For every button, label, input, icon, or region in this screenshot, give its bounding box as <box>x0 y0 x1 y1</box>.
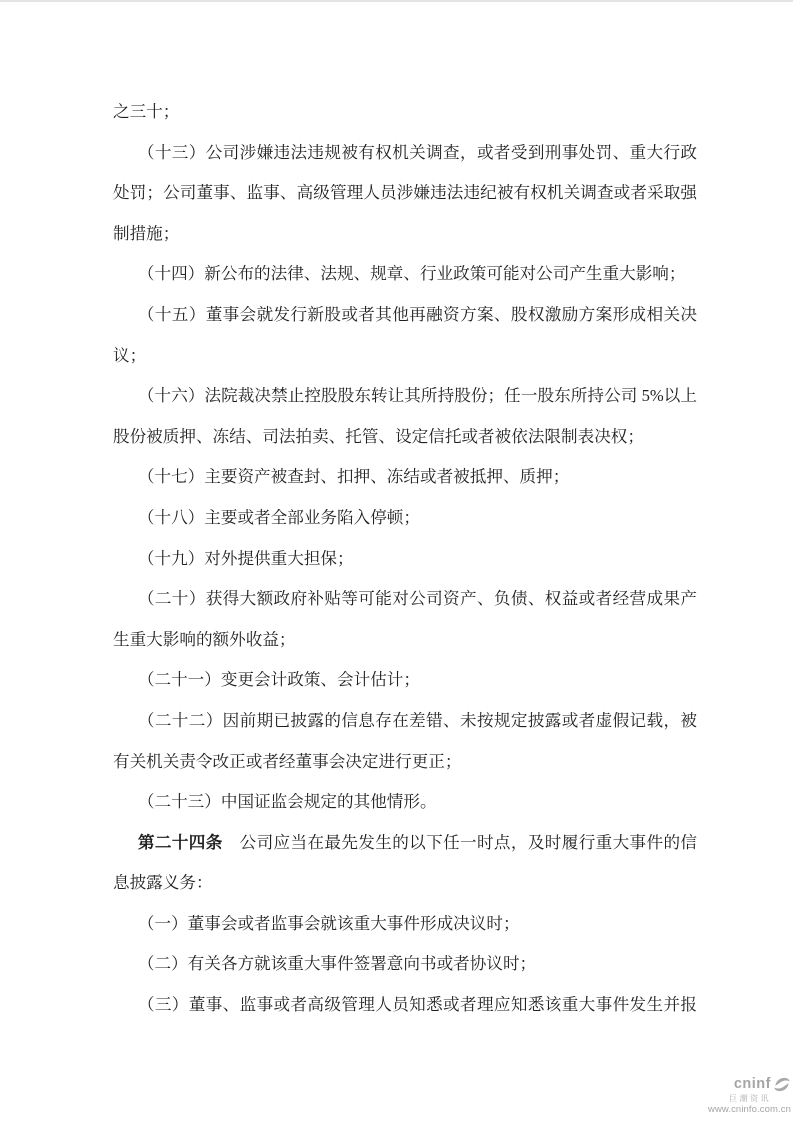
line-text: 股份被质押、冻结、司法拍卖、托管、设定信托或者被依法限制表决权； <box>113 426 644 446</box>
line-text: （二）有关各方就该重大事件签署意向书或者协议时； <box>137 954 537 974</box>
text-line <box>113 863 697 904</box>
text-line <box>113 579 697 620</box>
line-text: 息披露义务： <box>113 873 213 893</box>
line-text: 生重大影响的额外收益； <box>113 629 296 649</box>
text-line <box>113 944 697 985</box>
line-text: （一）董事会或者监事会就该重大事件形成决议时； <box>137 913 520 933</box>
text-line <box>113 133 697 174</box>
text-line <box>113 173 697 214</box>
line-text: （十七）主要资产被查封、扣押、冻结或者被抵押、质押； <box>137 467 570 487</box>
line-text: 有关机关责令改正或者经董事会决定进行更正； <box>113 751 462 771</box>
line-text: 制措施； <box>113 223 180 243</box>
text-line <box>113 904 697 945</box>
text-line <box>113 620 697 661</box>
text-line <box>113 782 697 823</box>
line-text: （十六）法院裁决禁止控股股东转让其所持股份；任一股东所持公司 5%以上 <box>137 386 697 406</box>
document-body <box>113 92 697 1026</box>
cninfo-brand-cn: 巨潮资讯 <box>729 1093 771 1103</box>
cninfo-url: www.cninfo.com.cn <box>707 1103 791 1115</box>
line-text: 之三十； <box>113 102 180 121</box>
text-line <box>113 214 697 255</box>
line-text: 处罚；公司董事、监事、高级管理人员涉嫌违法违纪被有权机关调查或者采取强 <box>113 183 697 203</box>
line-text: （二十一）变更会计政策、会计估计； <box>137 670 420 690</box>
line-text: （二十二）因前期已披露的信息存在差错、未按规定披露或者虚假记载，被 <box>137 710 697 730</box>
text-line <box>113 457 697 498</box>
text-line <box>113 295 697 336</box>
line-text: （二十）获得大额政府补贴等可能对公司资产、负债、权益或者经营成果产 <box>137 589 697 609</box>
cninfo-swirl-icon <box>773 1076 791 1093</box>
line-text: （三）董事、监事或者高级管理人员知悉或者理应知悉该重大事件发生并报 <box>137 995 697 1015</box>
line-text: 议； <box>113 345 147 365</box>
text-line <box>113 539 697 580</box>
text-line <box>113 701 697 742</box>
text-line <box>113 254 697 295</box>
page-top-edge <box>0 0 793 2</box>
text-line <box>113 336 697 377</box>
line-text: （十四）新公布的法律、法规、规章、行业政策可能对公司产生重大影响； <box>137 264 686 284</box>
article-number-bold: 第二十四条 <box>137 832 223 852</box>
text-line <box>113 498 697 539</box>
line-text: 公司应当在最先发生的以下任一时点，及时履行重大事件的信 <box>222 832 697 852</box>
watermark-brand-row <box>705 1076 791 1093</box>
text-line <box>113 660 697 701</box>
text-line <box>113 417 697 458</box>
cninfo-watermark <box>705 1076 791 1115</box>
line-text: （十九）对外提供重大担保； <box>137 548 354 568</box>
text-line <box>113 376 697 417</box>
text-line <box>113 742 697 783</box>
line-text: （十五）董事会就发行新股或者其他再融资方案、股权激励方案形成相关决 <box>137 304 697 324</box>
line-text: （二十三）中国证监会规定的其他情形。 <box>137 792 437 812</box>
line-text: （十三）公司涉嫌违法违规被有权机关调查，或者受到刑事处罚、重大行政 <box>137 142 697 162</box>
text-line <box>113 985 697 1026</box>
cninfo-brand-text: cninf <box>733 1075 771 1092</box>
text-line <box>113 92 697 133</box>
text-line <box>113 823 697 864</box>
line-text: （十八）主要或者全部业务陷入停顿； <box>137 507 420 527</box>
